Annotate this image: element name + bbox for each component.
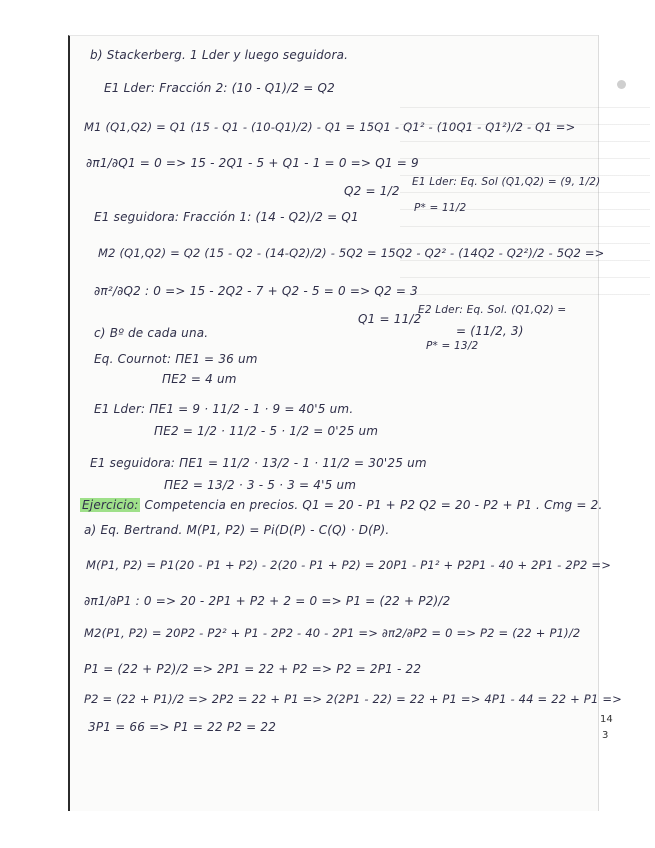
cournot-e2: ΠE2 = 4 um <box>162 372 237 386</box>
derivative-p1: ∂π1/∂P1 : 0 => 20 - 2P1 + P2 + 2 = 0 => P1 = (22 + P2)/2 <box>84 594 451 608</box>
notebook-page <box>68 35 622 811</box>
p1-solve: P1 = (22 + P2)/2 => 2P1 = 22 + P2 => P2 = 2P1 - 22 <box>84 662 422 676</box>
p2-solve: P2 = (22 + P1)/2 => 2P2 = 22 + P1 => 2(2P1 - 22) = 22 + P1 => 4P1 - 44 = 22 + P1 => <box>84 692 622 706</box>
follower-profit-e2: ΠE2 = 13/2 · 3 - 5 · 3 = 4'5 um <box>164 478 357 492</box>
stackelberg-heading: b) Stackerberg. 1 Lder y luego seguidora. <box>90 48 349 62</box>
follower-profit-e1: E1 seguidora: ΠE1 = 11/2 · 13/2 - 1 · 11/2 = 30'25 um <box>90 456 427 470</box>
price-star-2: P* = 13/2 <box>426 340 479 352</box>
q2-value: Q2 = 1/2 <box>344 184 400 198</box>
leader-solution: E1 Lder: Eq. Sol (Q1,Q2) = (9, 1/2) <box>412 176 601 188</box>
profit-function-2: M2 (Q1,Q2) = Q2 (15 - Q2 - (14-Q2)/2) - 5Q2 = 15Q2 - Q2² - (14Q2 - Q2²)/2 - 5Q2 => <box>98 246 605 260</box>
cournot-e1: Eq. Cournot: ΠE1 = 36 um <box>94 352 258 366</box>
profit-p1: M(P1, P2) = P1(20 - P1 + P2) - 2(20 - P1 + P2) = 20P1 - P1² + P2P1 - 40 + 2P1 - 2P2 => <box>86 558 612 572</box>
leader-2-pair: = (11/2, 3) <box>456 324 524 338</box>
leader-profit-e1: E1 Lder: ΠE1 = 9 · 11/2 - 1 · 9 = 40'5 um. <box>94 402 354 416</box>
price-star-1: P* = 11/2 <box>414 202 467 214</box>
margin-mark-1: 14 <box>600 714 613 725</box>
exercise-label-highlight: Ejercicio: <box>82 498 139 512</box>
margin-mark-2: 3 <box>602 730 609 741</box>
profit-p2: M2(P1, P2) = 20P2 - P2² + P1 - 2P2 - 40 - 2P1 => ∂π2/∂P2 = 0 => P2 = (22 + P1)/2 <box>84 626 581 640</box>
punch-hole <box>617 80 626 89</box>
derivative-q1: ∂π1/∂Q1 = 0 => 15 - 2Q1 - 5 + Q1 - 1 = 0 => Q1 = 9 <box>86 156 419 170</box>
bertrand-heading: a) Eq. Bertrand. M(P1, P2) = Pi(D(P) - C(Q) · D(P). <box>84 523 390 537</box>
leader-reaction-line: E1 Lder: Fracción 2: (10 - Q1)/2 = Q2 <box>104 81 335 95</box>
q1-value: Q1 = 11/2 <box>358 312 422 326</box>
leader-2-solution: E2 Lder: Eq. Sol. (Q1,Q2) = <box>418 304 567 316</box>
exercise-line <box>80 498 603 512</box>
profit-function-1: M1 (Q1,Q2) = Q1 (15 - Q1 - (10-Q1)/2) - Q1 = 15Q1 - Q1² - (10Q1 - Q1²)/2 - Q1 => <box>84 120 576 134</box>
leader-profit-e2: ΠE2 = 1/2 · 11/2 - 5 · 1/2 = 0'25 um <box>154 424 379 438</box>
follower-reaction-line: E1 seguidora: Fracción 1: (14 - Q2)/2 = Q1 <box>94 210 359 224</box>
derivative-q2: ∂π²/∂Q2 : 0 => 15 - 2Q2 - 7 + Q2 - 5 = 0 => Q2 = 3 <box>94 284 418 298</box>
section-c-heading: c) Bº de cada una. <box>94 326 209 340</box>
exercise-statement: Competencia en precios. Q1 = 20 - P1 + P2 Q2 = 20 - P2 + P1 . Cmg = 2. <box>144 498 603 512</box>
final-prices: 3P1 = 66 => P1 = 22 P2 = 22 <box>88 720 277 734</box>
